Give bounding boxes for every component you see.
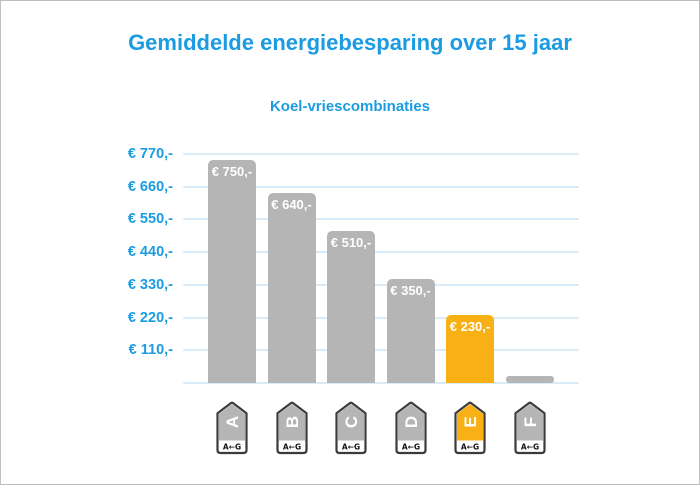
energy-scale-text: A←G [401, 442, 420, 452]
y-axis-tick-label: € 770,- [127, 146, 173, 162]
energy-label-icon-c [334, 400, 368, 456]
y-axis-tick-label: € 550,- [127, 211, 173, 228]
bar-f [506, 376, 554, 383]
bar-c [327, 231, 375, 383]
y-axis-tick-label: € 440,- [127, 244, 173, 261]
energy-scale-text: A←G [341, 442, 361, 452]
chart-title: Gemiddelde energiebesparing over 15 jaar [128, 30, 572, 55]
bar-value-label: € 350,- [390, 283, 431, 298]
plot-area [183, 141, 579, 383]
bar-value-label: € 750,- [211, 164, 253, 179]
energy-class-letter: A [223, 415, 242, 429]
y-axis-tick-label: € 220,- [127, 309, 173, 326]
energy-label-icon-a [215, 400, 249, 456]
energy-class-letter: D [401, 415, 421, 429]
bar-d [387, 279, 435, 383]
energy-class-letter: B [282, 415, 302, 429]
energy-scale-text: A←G [460, 442, 480, 452]
energy-label-icon-b [275, 400, 309, 456]
y-axis-tick-label: € 660,- [127, 178, 173, 195]
bar-b [268, 193, 316, 383]
chart-subtitle: Koel-vriescombinaties [269, 98, 431, 115]
bar-a [208, 160, 256, 383]
energy-label-icon-d [394, 400, 428, 456]
y-axis-tick-label: € 330,- [127, 276, 173, 293]
gridline [183, 153, 579, 155]
energy-scale-text: A←G [520, 442, 539, 452]
energy-label-icon-e [453, 400, 487, 456]
energy-scale-text: A←G [282, 442, 301, 452]
energy-class-letter: F [520, 416, 540, 428]
y-axis-tick-label: € 110,- [128, 342, 173, 359]
bar-e [446, 315, 494, 383]
energy-label-icon-f [513, 400, 547, 456]
energy-scale-text: A←G [222, 442, 242, 452]
energy-class-letter: E [461, 416, 480, 428]
energy-class-letter: C [342, 415, 361, 429]
bar-value-label: € 230,- [449, 319, 491, 334]
bar-value-label: € 640,- [271, 197, 312, 212]
bar-value-label: € 510,- [330, 235, 372, 250]
